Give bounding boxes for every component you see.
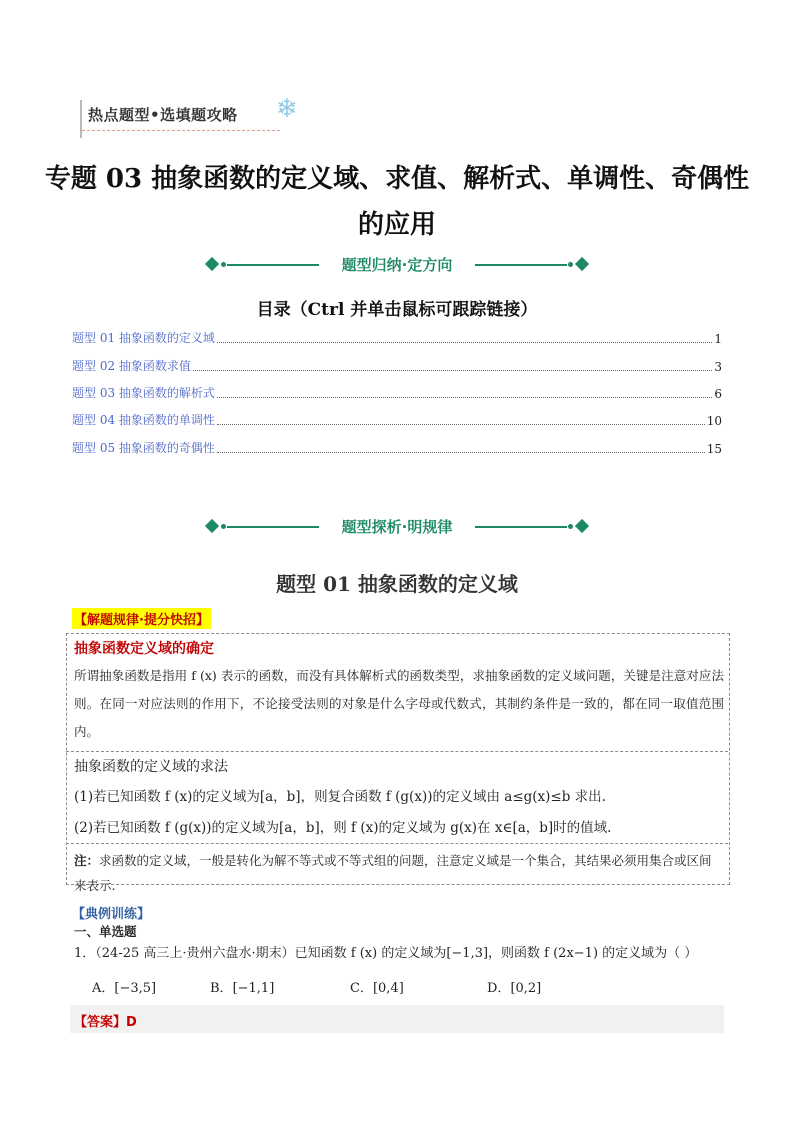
option-key: B． bbox=[210, 981, 233, 996]
option-value: [0,4] bbox=[372, 981, 404, 996]
toc-item-page: 3 bbox=[714, 360, 722, 374]
toc-item[interactable] bbox=[72, 385, 722, 401]
option-b[interactable] bbox=[210, 977, 274, 996]
option-key: C． bbox=[350, 981, 373, 996]
examples-label: 【典例训练】 bbox=[72, 907, 151, 922]
toc-item[interactable] bbox=[72, 330, 722, 346]
header-tag: 热点题型•选填题攻略 bbox=[88, 106, 238, 124]
section-title: 题型 01 抽象函数的定义域 bbox=[276, 572, 518, 596]
answer-value: D bbox=[126, 1015, 137, 1030]
option-a[interactable] bbox=[92, 977, 156, 996]
box-heading: 抽象函数定义域的确定 bbox=[74, 641, 214, 657]
toc-item-page: 15 bbox=[706, 442, 722, 456]
note-block bbox=[74, 848, 724, 898]
box-divider bbox=[66, 843, 728, 844]
note-label: 注： bbox=[74, 853, 100, 868]
toc-item-label: 题型 04 抽象函数的单调性 bbox=[72, 413, 215, 427]
doc-title-line2: 的应用 bbox=[357, 210, 436, 240]
doc-title-line1: 专题 03 抽象函数的定义域、求值、解析式、单调性、奇偶性 bbox=[44, 164, 750, 194]
toc-item[interactable] bbox=[72, 358, 722, 374]
question-text: 1．（24-25 高三上·贵州六盘水·期末）已知函数 f (x) 的定义域为[−1,3]，则函数 f (2x−1) 的定义域为（ ） bbox=[74, 946, 698, 961]
section-banner-analysis bbox=[205, 517, 589, 537]
subsection-title: 一、单选题 bbox=[74, 924, 137, 939]
option-key: D． bbox=[487, 981, 511, 996]
note-text: 求函数的定义域，一般是转化为解不等式或不等式组的问题，注意定义域是一个集合，其结果必须用集合或区间来表示. bbox=[74, 853, 712, 893]
option-value: [−3,5] bbox=[114, 981, 157, 996]
method-line-1: (1)若已知函数 f (x)的定义域为[a，b]，则复合函数 f (g(x))的定义域由 a≤g(x)≤b 求出. bbox=[74, 789, 606, 805]
option-c[interactable] bbox=[350, 977, 404, 996]
toc-item[interactable] bbox=[72, 412, 722, 428]
method-heading: 抽象函数的定义域的求法 bbox=[74, 759, 228, 775]
toc-item-page: 6 bbox=[714, 387, 722, 401]
toc-item-label: 题型 03 抽象函数的解析式 bbox=[72, 386, 215, 400]
option-value: [−1,1] bbox=[232, 981, 275, 996]
toc-title: 目录（Ctrl 并单击鼠标可跟踪链接） bbox=[256, 300, 538, 320]
section-banner-categories bbox=[205, 255, 589, 275]
option-value: [0,2] bbox=[510, 981, 542, 996]
answer-label: 【答案】 bbox=[74, 1015, 127, 1030]
snowflake-icon: ❄ bbox=[276, 94, 298, 124]
toc-item[interactable] bbox=[72, 440, 722, 456]
toc-item-label: 题型 01 抽象函数的定义域 bbox=[72, 331, 215, 345]
answer-bar bbox=[70, 1005, 724, 1033]
toc-item-label: 题型 05 抽象函数的奇偶性 bbox=[72, 441, 215, 455]
toc-item-page: 10 bbox=[706, 414, 722, 428]
toc-item-label: 题型 02 抽象函数求值 bbox=[72, 359, 191, 373]
option-key: A． bbox=[92, 981, 115, 996]
header-accent-line bbox=[80, 100, 82, 138]
answer bbox=[74, 1011, 137, 1030]
box-divider bbox=[66, 751, 728, 752]
tips-label: 【解题规律·提分快招】 bbox=[72, 608, 211, 629]
banner-text: 题型探析·明规律 bbox=[341, 518, 453, 536]
toc-item-page: 1 bbox=[714, 332, 722, 346]
box-paragraph: 所谓抽象函数是指用 f (x) 表示的函数，而没有具体解析式的函数类型，求抽象函数的定义域问题，关键是注意对应法则。在同一对应法则的作用下，不论接受法则的对象是什么字母或代数式，其制约条件是一致的，都在同一取值范围内。 bbox=[74, 668, 724, 739]
method-line-2: (2)若已知函数 f (g(x))的定义域为[a，b]，则 f (x)的定义域为 g(x)在 x∈[a，b]时的值域. bbox=[74, 820, 612, 836]
header-dash-divider bbox=[82, 130, 280, 131]
option-d[interactable] bbox=[487, 977, 541, 996]
banner-text: 题型归纳·定方向 bbox=[341, 256, 453, 274]
